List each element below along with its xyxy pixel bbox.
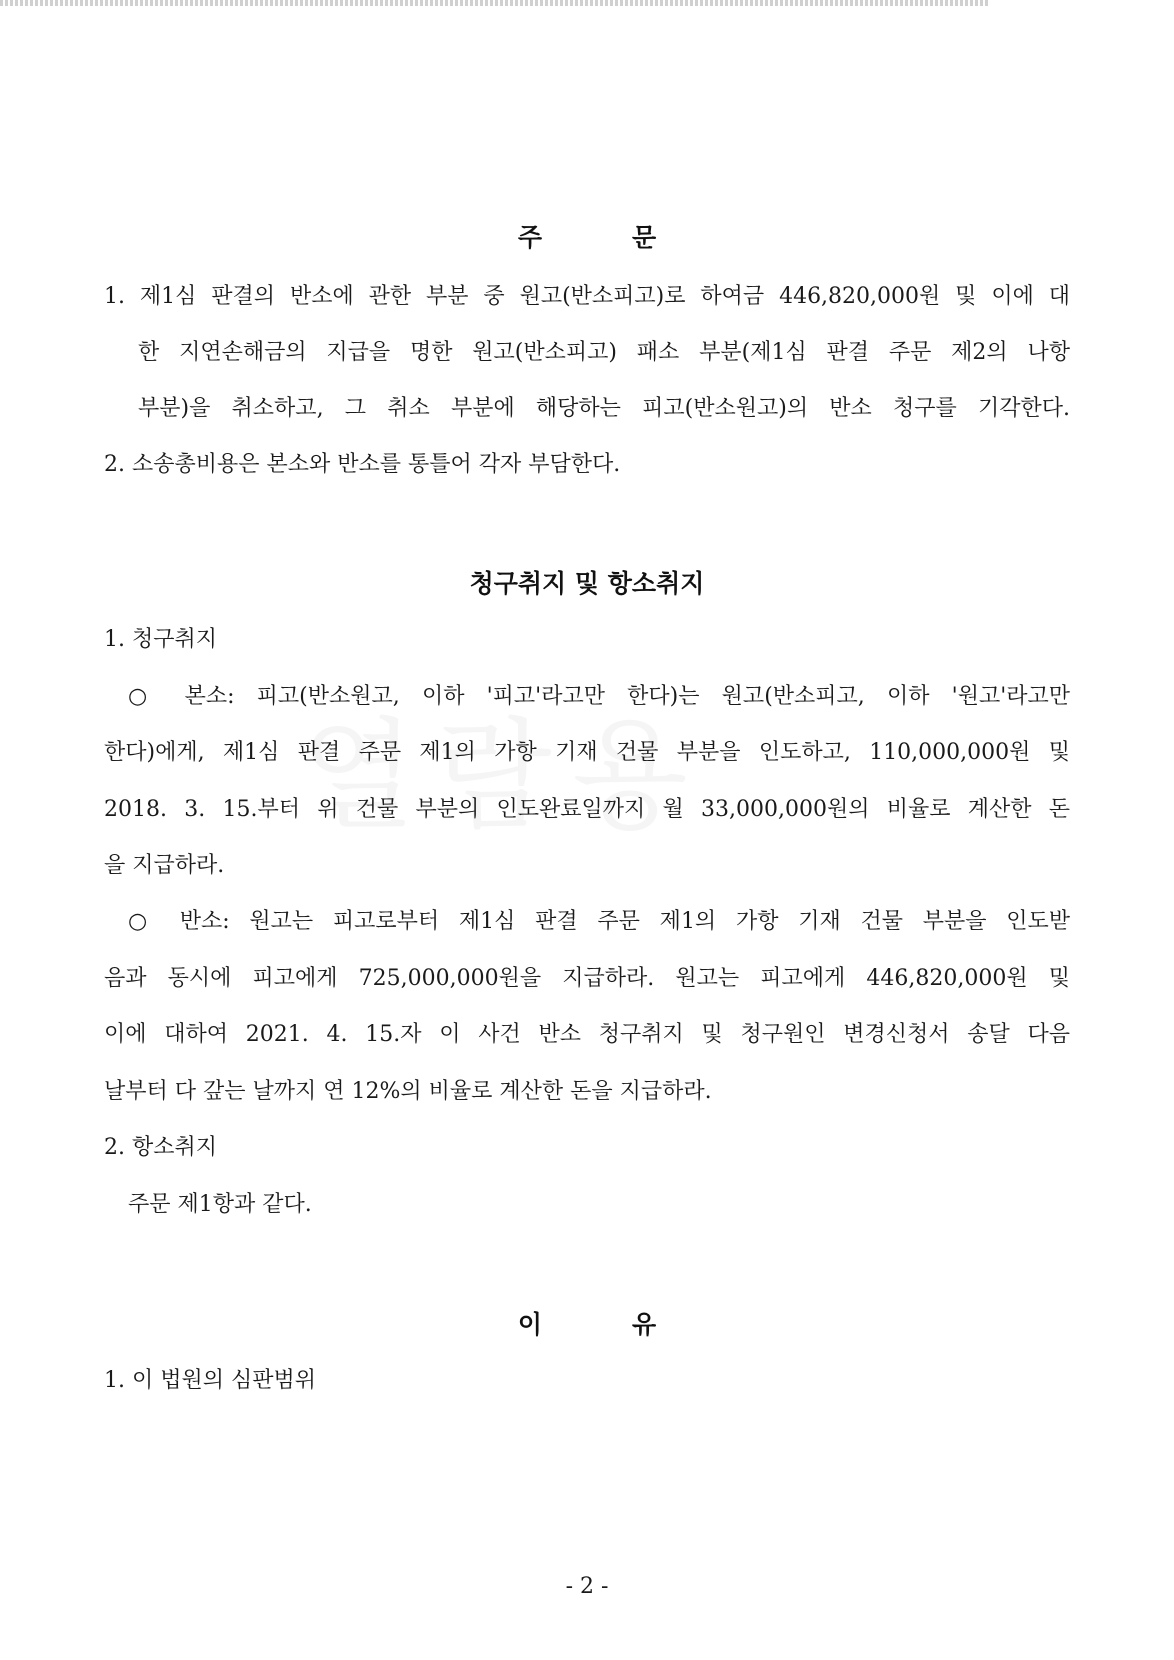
paragraph-line: 1. 이 법원의 심판범위: [104, 1368, 316, 1393]
section-title-jumun: [0, 218, 1174, 254]
paragraph-line: 음과 동시에 피고에게 725,000,000원을 지급하라. 원고는 피고에게 446,820,000원 및: [104, 966, 1070, 991]
title-char: 문: [632, 223, 657, 252]
title-char: 주: [517, 223, 542, 252]
top-header-line: [0, 0, 990, 6]
section-title-claims: 청구취지 및 항소취지: [469, 569, 705, 598]
paragraph-line: 한 지연손해금의 지급을 명한 원고(반소피고) 패소 부분(제1심 판결 주문 제2의 나항: [138, 340, 1070, 365]
section-title-reasons: [0, 1305, 1174, 1341]
paragraph-line: 1. 청구취지: [104, 627, 217, 652]
title-char: 이: [517, 1310, 542, 1339]
paragraph-line: 1. 제1심 판결의 반소에 관한 부분 중 원고(반소피고)로 하여금 446,820,000원 및 이에 대: [104, 284, 1070, 309]
paragraph-line: 한다)에게, 제1심 판결 주문 제1의 가항 기재 건물 부분을 인도하고, 110,000,000원 및: [104, 740, 1070, 765]
paragraph-line: 날부터 다 갚는 날까지 연 12%의 비율로 계산한 돈을 지급하라.: [104, 1079, 712, 1104]
paragraph-line: 부분)을 취소하고, 그 취소 부분에 해당하는 피고(반소원고)의 반소 청구를 기각한다.: [138, 396, 1070, 421]
title-char: 유: [632, 1310, 657, 1339]
paragraph-line: 주문 제1항과 같다.: [128, 1192, 312, 1217]
paragraph-line: ○ 반소: 원고는 피고로부터 제1심 판결 주문 제1의 가항 기재 건물 부분을 인도받: [128, 909, 1070, 934]
paragraph-line: 2. 항소취지: [104, 1135, 217, 1160]
paragraph-line: 2018. 3. 15.부터 위 건물 부분의 인도완료일까지 월 33,000,000원의 비율로 계산한 돈: [104, 797, 1070, 822]
paragraph-line: ○ 본소: 피고(반소원고, 이하 '피고'라고만 한다)는 원고(반소피고, 이하 '원고'라고만: [128, 684, 1070, 709]
paragraph-line: 을 지급하라.: [104, 853, 225, 878]
paragraph-line: 이에 대하여 2021. 4. 15.자 이 사건 반소 청구취지 및 청구원인 변경신청서 송달 다음: [104, 1022, 1070, 1047]
paragraph-line: 2. 소송총비용은 본소와 반소를 통틀어 각자 부담한다.: [104, 452, 621, 477]
page-number: - 2 -: [565, 1574, 609, 1599]
